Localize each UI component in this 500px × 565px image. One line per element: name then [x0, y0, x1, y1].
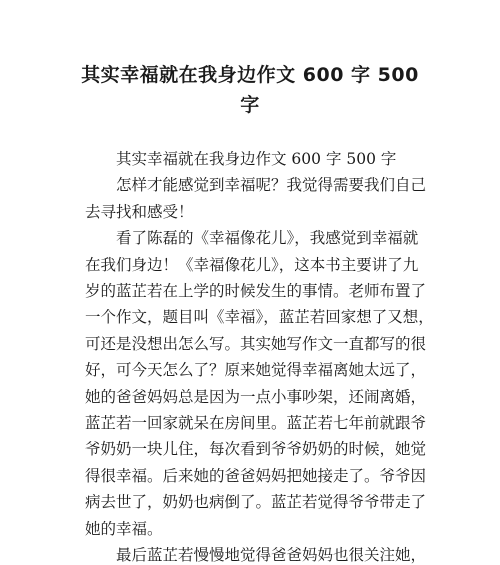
paragraph-line: 她的幸福。: [85, 519, 163, 538]
paragraph-line: 爷奶奶一块儿住，每次看到爷爷奶奶的时候，她觉: [85, 440, 427, 459]
paragraph-line: 好，可今天怎么了？原来她觉得幸福离她太远了，: [85, 361, 427, 380]
paragraph-line: 最后蓝芷若慢慢地觉得爸爸妈妈也很关注她，: [116, 546, 427, 565]
paragraph: [85, 172, 425, 225]
paragraph: [85, 542, 425, 565]
paragraph: [85, 225, 434, 542]
paragraph-line: 岁的蓝芷若在上学的时候发生的事情。老师布置了: [85, 282, 427, 301]
paragraph-line: 在我们身边！《幸福像花儿》，这本书主要讲了九: [85, 255, 419, 274]
paragraph-line: 其实幸福就在我身边作文 600 字 500 字: [116, 150, 397, 168]
paragraph: [85, 146, 425, 172]
paragraph-line: 看了陈磊的《幸福像花儿》，我感觉到幸福就: [116, 229, 419, 248]
paragraph-line: 病去世了，奶奶也病倒了。蓝芷若觉得爷爷带走了: [85, 493, 427, 512]
document-title: [70, 60, 430, 120]
title-line: 其实幸福就在我身边作文 600 字 500: [81, 64, 419, 86]
paragraph-line: 得很幸福。后来她的爸爸妈妈把她接走了。爷爷因: [85, 466, 427, 485]
title-line: 字: [240, 94, 260, 116]
paragraph-line: 去寻找和感受！: [85, 202, 194, 221]
paragraph-line: 蓝芷若一回家就呆在房间里。蓝芷若七年前就跟爷: [85, 414, 427, 433]
paragraph-line: 可还是没想出怎么写。其实她写作文一直都写的很: [85, 334, 427, 353]
paragraph-line: 一个作文，题目叫《幸福》，蓝芷若回家想了又想，: [85, 308, 434, 327]
document-body: [85, 146, 434, 565]
paragraph-line: 她的爸爸妈妈总是因为一点小事吵架，还闹离婚，: [85, 387, 427, 406]
paragraph-line: 怎样才能感觉到幸福呢？我觉得需要我们自己: [116, 176, 427, 195]
